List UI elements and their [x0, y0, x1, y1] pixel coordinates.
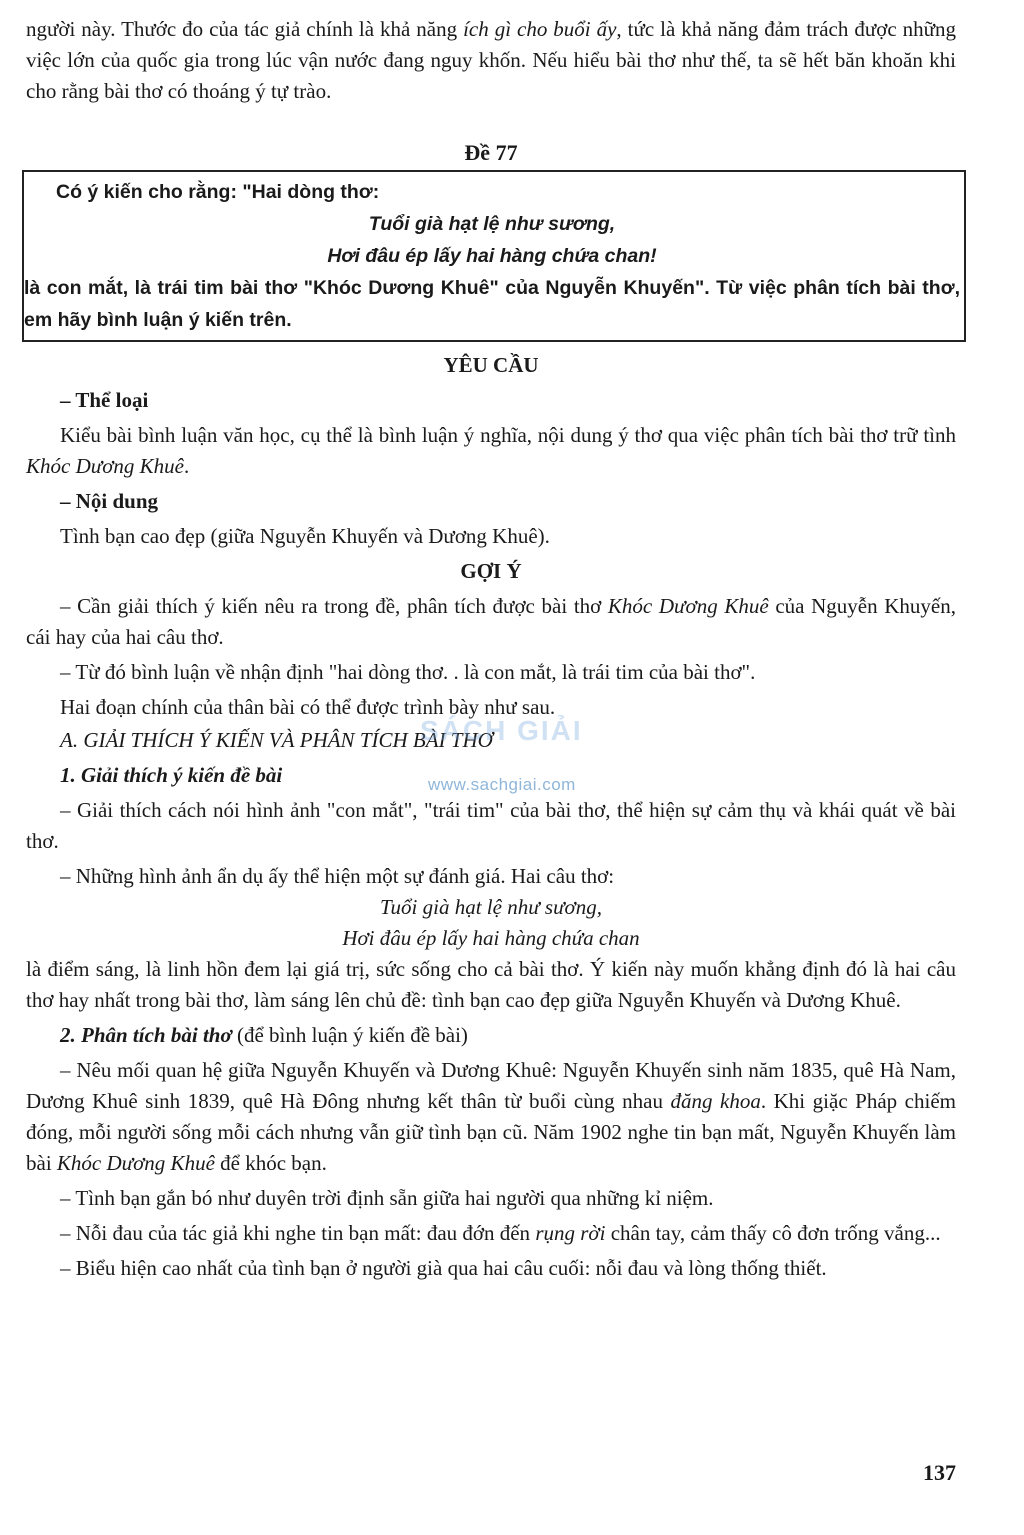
the-loai-paragraph	[26, 420, 956, 482]
goi-y-paragraph-9	[26, 1218, 956, 1249]
goi-y-p9-italic: rụng rời	[535, 1221, 606, 1245]
goi-y-paragraph-5: – Những hình ảnh ẩn dụ ấy thể hiện một sự đánh giá. Hai câu thơ:	[60, 864, 615, 888]
goi-y-p9-text-b: chân tay, cảm thấy cô đơn trống vắng...	[605, 1221, 941, 1245]
intro-text-a: người này. Thước đo của tác giả chính là khả năng	[26, 17, 464, 41]
the-loai-text-a: Kiểu bài bình luận văn học, cụ thể là bình luận ý nghĩa, nội dung ý thơ qua việc phân tích bài thơ trữ tình	[60, 423, 956, 447]
goi-y-paragraph-1	[26, 591, 956, 653]
poem-line-1: Tuổi già hạt lệ như sương,	[380, 895, 602, 919]
goi-y-p7-italic-2: Khóc Dương Khuê	[56, 1151, 215, 1175]
exercise-poem-line1: Tuổi già hạt lệ như sương,	[368, 213, 616, 235]
exercise-box	[22, 170, 966, 342]
goi-y-p1-text-a: – Cần giải thích ý kiến nêu ra trong đề, phân tích được bài thơ	[60, 594, 608, 618]
intro-text-b: , tức là khả năng đảm trách được những việc lớn của quốc gia trong lúc vận nước đang nguy khốn. Nếu hiểu bài thơ như thế, ta sẽ hết băn khoăn khi cho rằng bài thơ có thoáng ý tự trào.	[26, 17, 956, 103]
goi-y-paragraph-7	[26, 1055, 956, 1179]
noi-dung-label: – Nội dung	[60, 489, 159, 513]
yeu-cau-heading: YÊU CẦU	[443, 353, 539, 377]
sub-heading-2	[26, 1020, 956, 1051]
exercise-poem-line2: Hơi đâu ép lấy hai hàng chứa chan!	[327, 245, 657, 267]
poem-line-2: Hơi đâu ép lấy hai hàng chứa chan	[342, 926, 640, 950]
sub-heading-2-rest: (để bình luận ý kiến đề bài)	[231, 1023, 468, 1047]
intro-paragraph	[26, 14, 956, 107]
sub-heading-2-bold: 2. Phân tích bài thơ	[60, 1023, 232, 1047]
goi-y-p7-text-c: để khóc bạn.	[214, 1151, 327, 1175]
noi-dung-paragraph: Tình bạn cao đẹp (giữa Nguyễn Khuyến và Dương Khuê).	[60, 524, 550, 548]
goi-y-p9-text-a: – Nỗi đau của tác giả khi nghe tin bạn mất: đau đớn đến	[60, 1221, 536, 1245]
goi-y-p1-text-b: của Nguyễn Khuyến, cái hay của hai câu thơ.	[26, 594, 956, 649]
page-number: 137	[923, 1460, 956, 1485]
section-a-heading: A. GIẢI THÍCH Ý KIẾN VÀ PHÂN TÍCH BÀI THƠ	[60, 728, 493, 752]
watermark-url: www.sachgiai.com	[428, 775, 576, 794]
document-page	[24, 14, 960, 1284]
watermark-logo: SÁCH GIẢI	[420, 715, 583, 746]
goi-y-paragraph-6: là điểm sáng, là linh hồn đem lại giá trị, sức sống cho cả bài thơ. Ý kiến này muốn khẳng định đó là hai câu thơ hay nhất trong bài thơ, làm sáng lên chủ đề: tình bạn cao đẹp giữa Nguyễn Khuyến và Dương Khuê.	[26, 957, 956, 1012]
goi-y-heading: GỢI Ý	[460, 559, 522, 583]
goi-y-paragraph-3: Hai đoạn chính của thân bài có thể được trình bày như sau.	[60, 695, 556, 719]
goi-y-paragraph-2: – Từ đó bình luận về nhận định "hai dòng thơ. . là con mắt, là trái tim của bài thơ".	[60, 660, 756, 684]
exercise-line1: Có ý kiến cho rằng: "Hai dòng thơ:	[56, 181, 380, 203]
exercise-tail: là con mắt, là trái tim bài thơ "Khóc Dương Khuê" của Nguyễn Khuyến". Từ việc phân tích bài thơ, em hãy bình luận ý kiến trên.	[24, 277, 960, 331]
the-loai-italic: Khóc Dương Khuê	[26, 454, 184, 478]
goi-y-p7-text-b: . Khi giặc Pháp chiếm đóng, mỗi người sống mỗi cách nhưng vẫn giữ tình bạn cũ. Năm 1902 nghe tin bạn mất, Nguyễn Khuyến làm bài	[26, 1089, 956, 1175]
sub-heading-1: 1. Giải thích ý kiến đề bài	[60, 763, 283, 787]
goi-y-p1-italic: Khóc Dương Khuê	[607, 594, 769, 618]
goi-y-p7-text-a: – Nêu mối quan hệ giữa Nguyễn Khuyến và Dương Khuê: Nguyễn Khuyến sinh năm 1835, quê Hà Nam, Dương Khuê sinh 1839, quê Hà Đông nhưng kết thân từ buổi cùng nhau	[26, 1058, 956, 1113]
exercise-title: Đề 77	[464, 140, 518, 165]
intro-italic: ích gì cho buổi ấy	[463, 17, 617, 41]
goi-y-paragraph-8: – Tình bạn gắn bó như duyên trời định sẵn giữa hai người qua những kỉ niệm.	[60, 1186, 714, 1210]
goi-y-paragraph-10: – Biểu hiện cao nhất của tình bạn ở người già qua hai câu cuối: nỗi đau và lòng thống thiết.	[60, 1256, 827, 1280]
goi-y-paragraph-4: – Giải thích cách nói hình ảnh "con mắt", "trái tim" của bài thơ, thể hiện sự cảm thụ và khái quát về bài thơ.	[26, 798, 956, 853]
the-loai-label: – Thể loại	[60, 388, 149, 412]
the-loai-text-b: .	[183, 454, 190, 478]
goi-y-p7-italic: đăng khoa	[670, 1089, 761, 1113]
